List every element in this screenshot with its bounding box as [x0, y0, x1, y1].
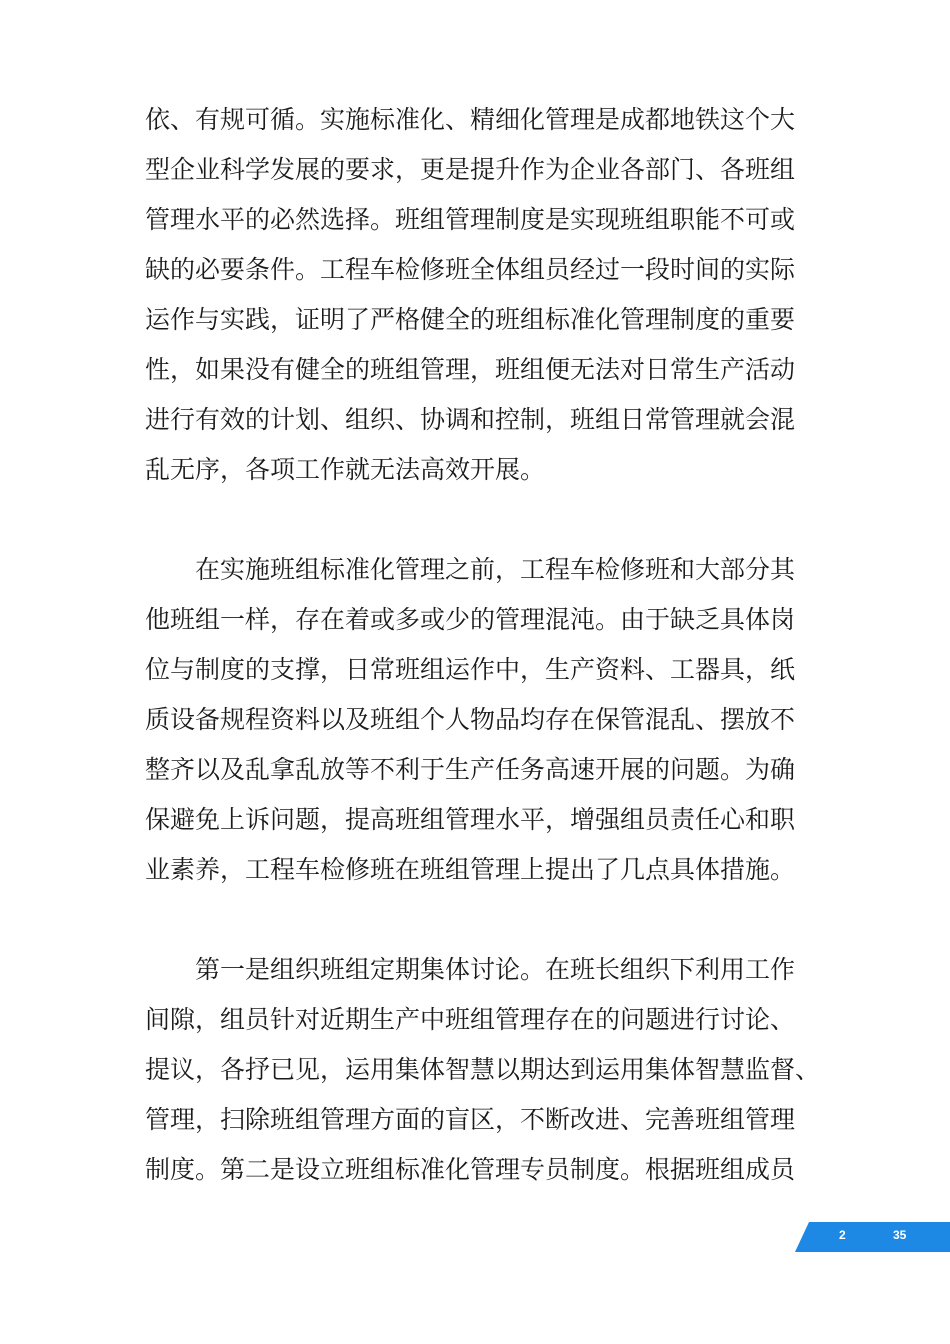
text-line: 业素养，工程车检修班在班组管理上提出了几点具体措施。	[145, 855, 796, 884]
text-line: 提议，各抒已见，运用集体智慧以期达到运用集体智慧监督、	[145, 1055, 821, 1084]
total-page-count: 35	[893, 1228, 907, 1242]
text-line: 保避免上诉问题，提高班组管理水平，增强组员责任心和职	[145, 805, 796, 834]
paragraph-gap	[145, 895, 815, 945]
current-page-number: 2	[839, 1228, 846, 1242]
document-body	[145, 95, 821, 1195]
text-line: 整齐以及乱拿乱放等不利于生产任务高速开展的问题。为确	[145, 755, 796, 784]
text-line: 缺的必要条件。工程车检修班全体组员经过一段时间的实际	[145, 255, 796, 284]
paragraph-3	[145, 945, 821, 1195]
paragraph-2	[145, 545, 815, 895]
text-line: 位与制度的支撑，日常班组运作中，生产资料、工器具，纸	[145, 655, 796, 684]
text-line: 制度。第二是设立班组标准化管理专员制度。根据班组成员	[145, 1155, 796, 1184]
text-line: 管理水平的必然选择。班组管理制度是实现班组职能不可或	[145, 205, 796, 234]
text-line: 管理，扫除班组管理方面的盲区，不断改进、完善班组管理	[145, 1105, 796, 1134]
paragraph-gap	[145, 495, 815, 545]
text-line: 乱无序，各项工作就无法高效开展。	[145, 455, 546, 484]
text-line: 运作与实践，证明了严格健全的班组标准化管理制度的重要	[145, 305, 796, 334]
text-line: 他班组一样，存在着或多或少的管理混沌。由于缺乏具体岗	[145, 605, 796, 634]
text-line: 进行有效的计划、组织、协调和控制，班组日常管理就会混	[145, 405, 796, 434]
page-number-band	[795, 1222, 950, 1252]
text-line: 在实施班组标准化管理之前，工程车检修班和大部分其	[145, 555, 796, 584]
text-line: 间隙，组员针对近期生产中班组管理存在的问题进行讨论、	[145, 1005, 796, 1034]
text-line: 质设备规程资料以及班组个人物品均存在保管混乱、摆放不	[145, 705, 796, 734]
paragraph-1	[145, 95, 815, 495]
text-line: 型企业科学发展的要求，更是提升作为企业各部门、各班组	[145, 155, 796, 184]
text-line: 性，如果没有健全的班组管理，班组便无法对日常生产活动	[145, 355, 796, 384]
text-line: 依、有规可循。实施标准化、精细化管理是成都地铁这个大	[145, 105, 796, 134]
page-band-shape	[795, 1222, 950, 1252]
text-line: 第一是组织班组定期集体讨论。在班长组织下利用工作	[145, 955, 796, 984]
